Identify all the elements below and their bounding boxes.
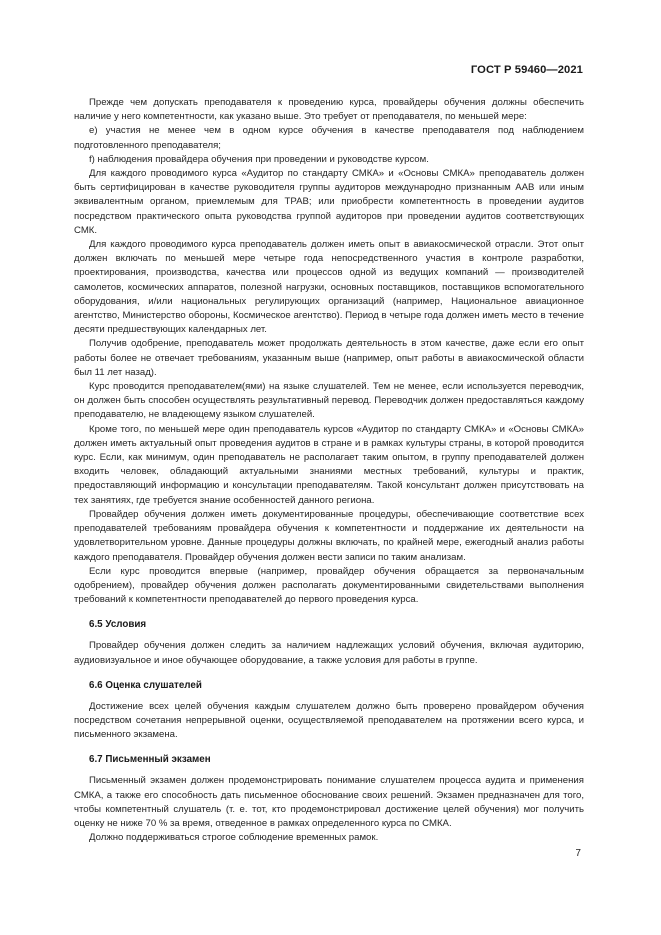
paragraph: Должно поддерживаться строгое соблюдение временных рамок. <box>89 832 379 844</box>
list-item-e: e) участия не менее чем в одном курсе обучения в качестве преподавателя под наблюдением подготовленного преподавателя; <box>74 125 584 151</box>
document-code: ГОСТ Р 59460—2021 <box>470 64 583 76</box>
paragraph: Если курс проводится впервые (например, провайдер обучения обращается за первоначальным одобрением), провайдер обучения должен располагать документированными свидетельствами выполнения требований к компетентности преподавателей до первого проведения курса. <box>74 565 584 606</box>
paragraph: Провайдер обучения должен следить за наличием надлежащих условий обучения, включая аудиторию, аудиовизуальное и иное обучающее оборудование, а также условия для работы в группе. <box>74 640 584 666</box>
paragraph: Кроме того, по меньшей мере один преподаватель курсов «Аудитор по стандарту СМКА» и «Основы СМКА» должен иметь актуальный опыт проведения аудитов в стране и в рамках культуры страны, в которой проводится курс. Если, как минимум, один преподаватель не располагает таким опытом, в группу преподавателей должен входить человек, обладающий актуальными знаниями местных требований, культуры и практик, предоставляющий информацию и консультации преподавателям. Такой консультант должен присутствовать на тех занятиях, где требуется знание особенностей данного региона. <box>74 423 584 506</box>
paragraph: Достижение всех целей обучения каждым слушателем должно быть проверено провайдером обучения посредством сочетания непрерывной оценки, осуществляемой преподавателем на протяжении всего курса, и письменного экзамена. <box>74 700 584 741</box>
paragraph: Прежде чем допускать преподавателя к проведению курса, провайдеры обучения должны обеспечить наличие у него компетентности, как указано выше. Это требует от преподавателя, по меньшей мере: <box>74 97 584 123</box>
section-heading-6-6: 6.6 Оценка слушателей <box>89 679 202 691</box>
paragraph: Письменный экзамен должен продемонстрировать понимание слушателем процесса аудита и применения СМКА, а также его способность дать письменное обоснование своих решений. Экзамен предназначен для того, чтобы компетентный слушатель (т. е. тот, кто продемонстрировал достижение целей обучения) мог получить оценку не ниже 70 % за время, отведенное в рамках определенного курса по СМКА. <box>74 775 584 829</box>
paragraph: Провайдер обучения должен иметь документированные процедуры, обеспечивающие соответствие всех преподавателей требованиям провайдера обучения к компетентности и поддержание их деятельности на удовлетворительном уровне. Данные процедуры должны включать, по крайней мере, ежегодный анализ работы каждого преподавателя. Провайдер обучения должен вести записи по таким анализам. <box>74 508 584 563</box>
paragraph: Курс проводится преподавателем(ями) на языке слушателей. Тем не менее, если используется переводчик, он должен быть способен осуществлять результативный перевод. Переводчик должен предоставляться каждому преподавателю, не владеющему языком слушателей. <box>74 381 584 421</box>
paragraph: Для каждого проводимого курса «Аудитор по стандарту СМКА» и «Основы СМКА» преподаватель должен быть сертифицирован в качестве руководителя группы аудиторов международно признанным ААВ или иным эквивалентным органом, приемлемым для TPAB; или приобрести компетентность в проведении аудитов посредством практического опыта руководства группой аудиторов при проведении аудитов соответствующих СМК. <box>74 168 584 236</box>
page-content <box>74 96 584 845</box>
page-number: 7 <box>575 848 581 859</box>
paragraph: Для каждого проводимого курса преподаватель должен иметь опыт в авиакосмической отрасли. Этот опыт должен включать по меньшей мере четыре года непосредственного участия в контроле разработки, проектирования, производства, качества или процессов одной из ведущих компаний — производителей самолетов, космических аппаратов, полезной нагрузки, основных поставщиков, поставщиков вспомогательного оборудования, и/или национальных регулирующих организаций (например, Национальное авиационное агентство, Министерство обороны, Космическое агентство). Период в четыре года должен иметь место в течение десяти предшествующих календарных лет. <box>74 239 584 336</box>
list-item-f: f) наблюдения провайдера обучения при проведении и руководстве курсом. <box>89 153 429 165</box>
paragraph: Получив одобрение, преподаватель может продолжать деятельность в этом качестве, даже если его опыт работы более не отвечает требованиям, указанным выше (например, опыт работы в авиакосмической области был 11 лет назад). <box>74 338 584 378</box>
section-heading-6-5: 6.5 Условия <box>89 619 147 631</box>
section-heading-6-7: 6.7 Письменный экзамен <box>89 754 211 766</box>
